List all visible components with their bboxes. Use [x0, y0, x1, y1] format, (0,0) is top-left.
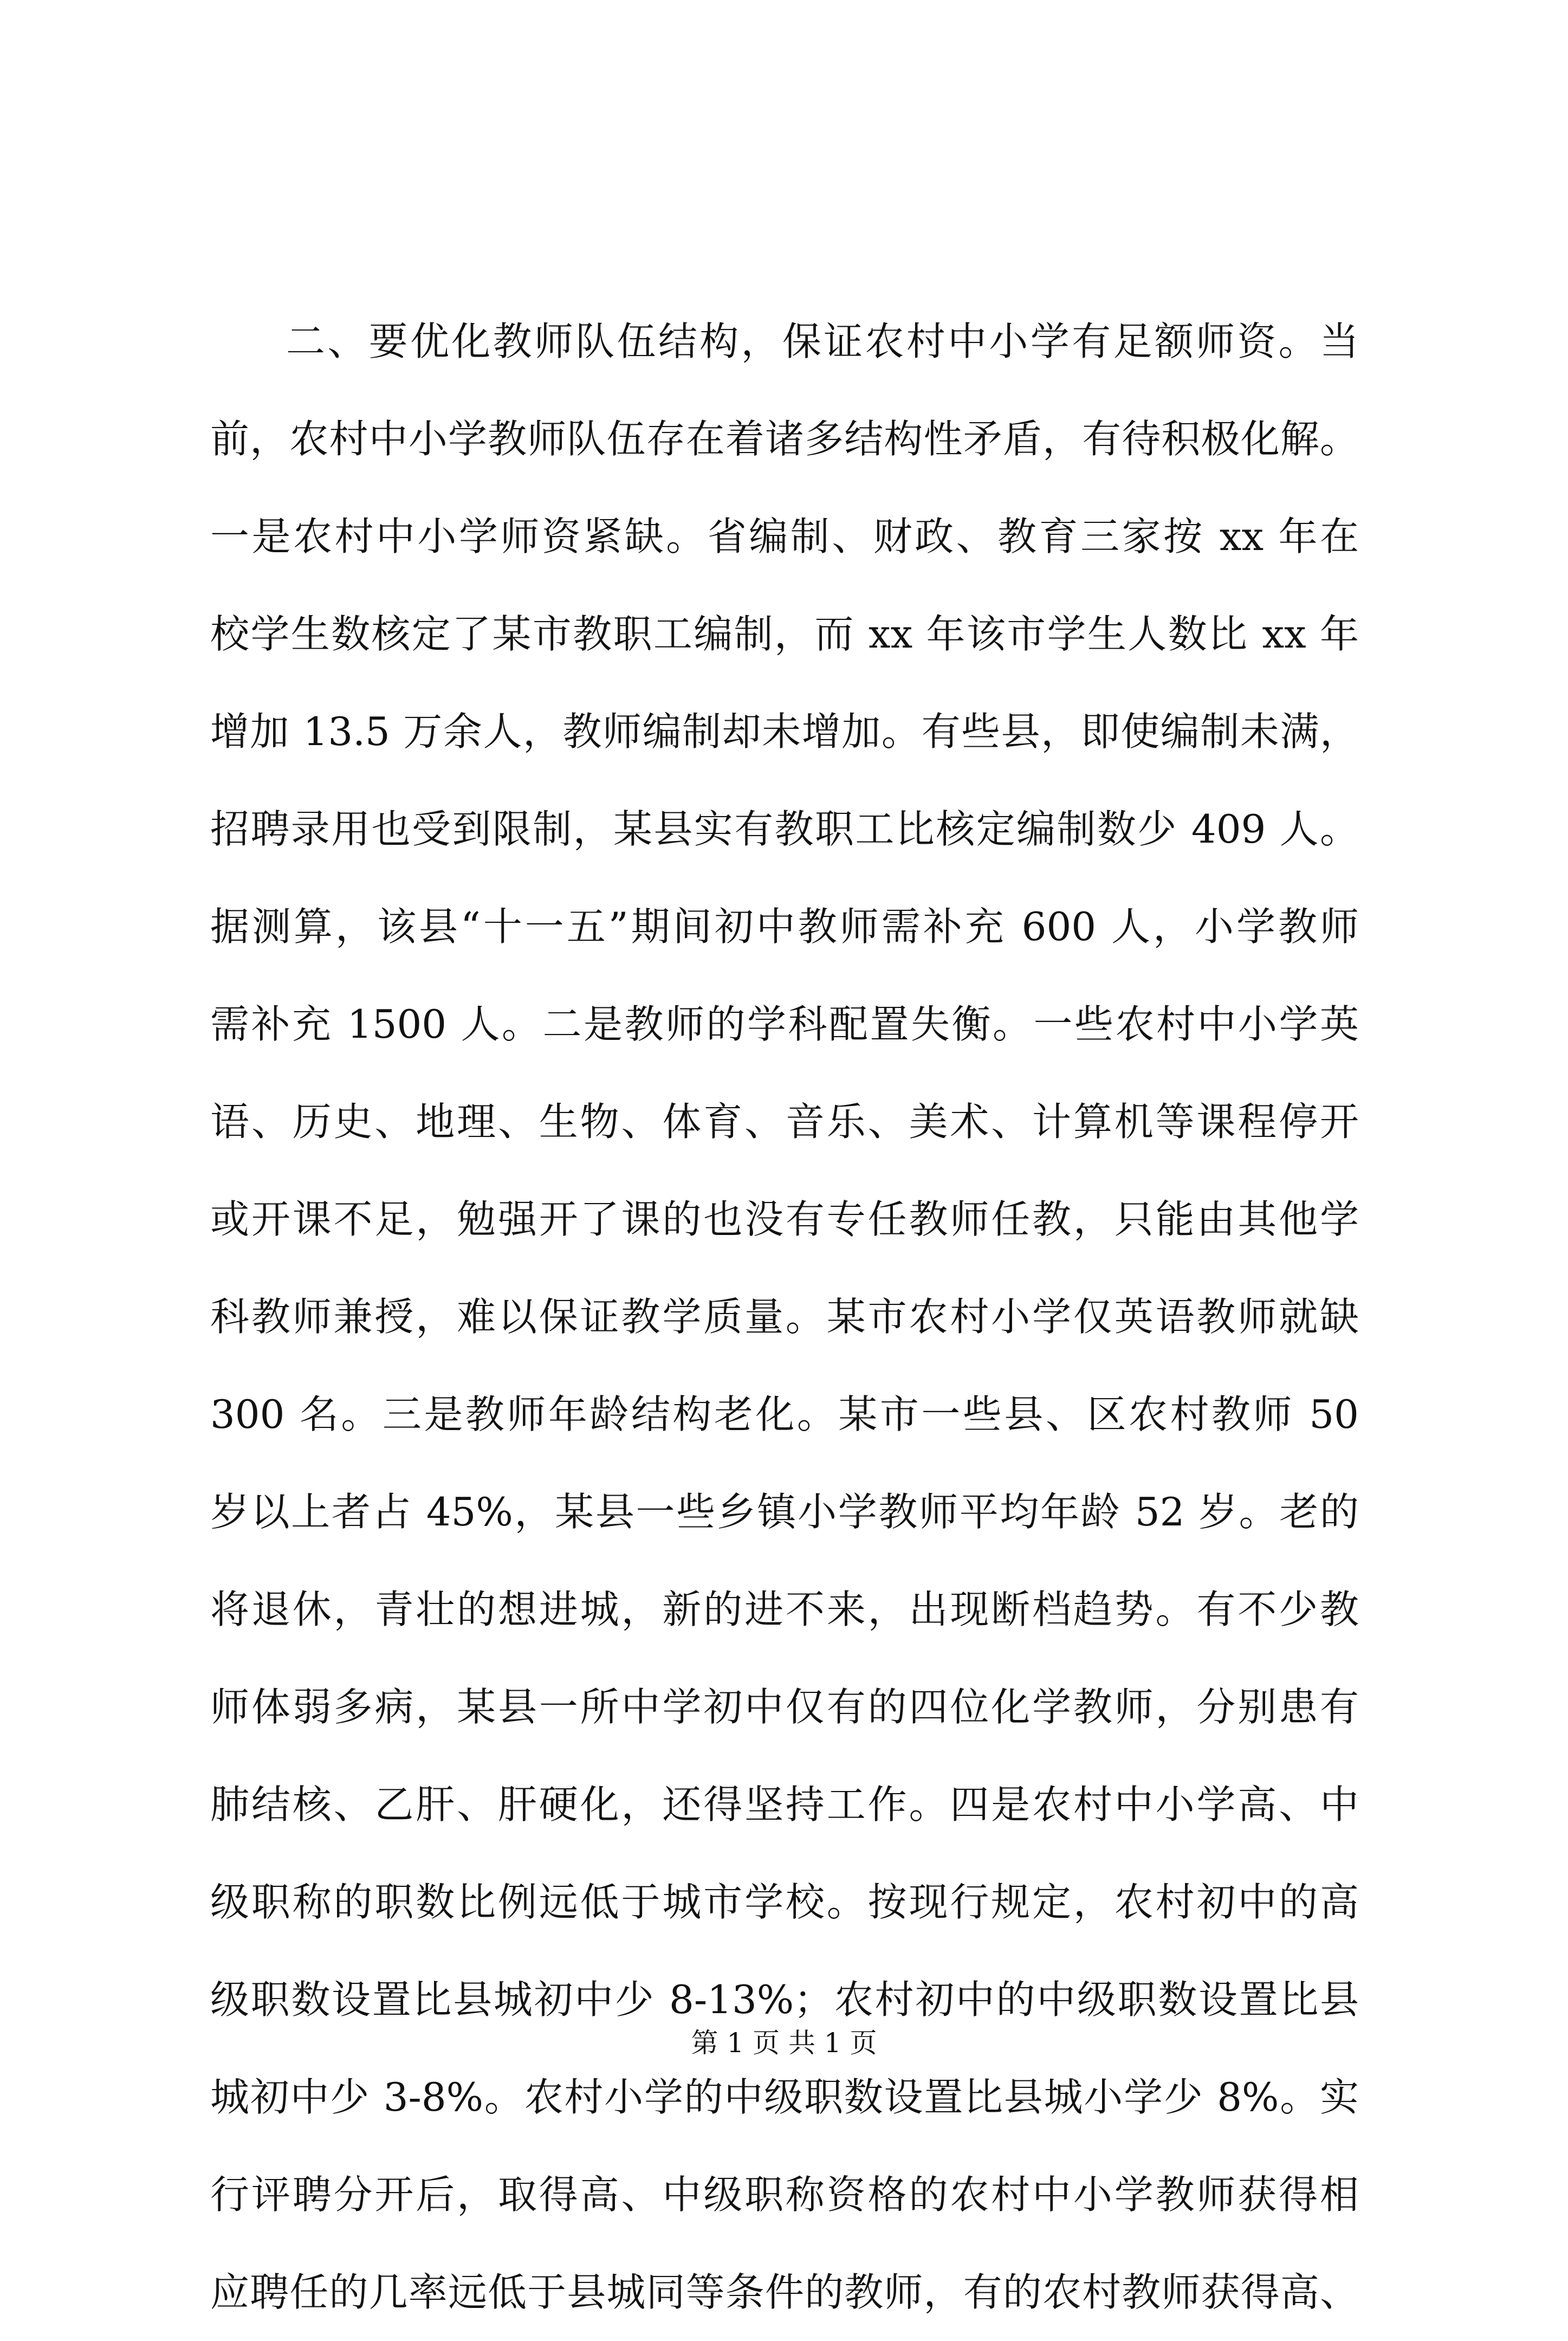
paragraph-line: 应聘任的几率远低于县城同等条件的教师，有的农村教师获得高、: [210, 2269, 1359, 2315]
paragraph-line: 或开课不足，勉强开了课的也没有专任教师任教，只能由其他学: [210, 1197, 1359, 1242]
paragraph-line: 招聘录用也受到限制，某县实有教职工比核定编制数少 409 人。: [210, 806, 1359, 852]
page-number-label: 第 1 页 共 1 页: [691, 2027, 877, 2059]
paragraph-line: 据测算，该县“十一五”期间初中教师需补充 600 人，小学教师: [210, 904, 1359, 949]
paragraph-line: 科教师兼授，难以保证教学质量。某市农村小学仅英语教师就缺: [210, 1294, 1359, 1340]
paragraph-line: 前，农村中小学教师队伍存在着诸多结构性矛盾，有待积极化解。: [210, 416, 1359, 462]
paragraph-line: 级职数设置比县城初中少 8-13%；农村初中的中级职数设置比县: [210, 1977, 1359, 2022]
paragraph-line: 城初中少 3-8%。农村小学的中级职数设置比县城小学少 8%。实: [210, 2074, 1359, 2120]
paragraph-line: 岁以上者占 45%，某县一些乡镇小学教师平均年龄 52 岁。老的: [210, 1489, 1359, 1535]
paragraph-line: 增加 13.5 万余人，教师编制却未增加。有些县，即使编制未满，: [210, 709, 1359, 754]
paragraph-line: 肺结核、乙肝、肝硬化，还得坚持工作。四是农村中小学高、中: [210, 1782, 1359, 1827]
paragraph-line: 一是农村中小学师资紧缺。省编制、财政、教育三家按 xx 年在: [210, 514, 1359, 559]
paragraph-line: 级职称的职数比例远低于城市学校。按现行规定，农村初中的高: [210, 1879, 1359, 1925]
paragraph-line: 校学生数核定了某市教职工编制，而 xx 年该市学生人数比 xx 年: [210, 611, 1359, 657]
paragraph-line: 二、要优化教师队伍结构，保证农村中小学有足额师资。当: [286, 319, 1359, 364]
paragraph-line: 需补充 1500 人。二是教师的学科配置失衡。一些农村中小学英: [210, 1001, 1359, 1047]
paragraph-line: 行评聘分开后，取得高、中级职称资格的农村中小学教师获得相: [210, 2172, 1359, 2217]
paragraph-line: 师体弱多病，某县一所中学初中仅有的四位化学教师，分别患有: [210, 1684, 1359, 1730]
paragraph-line: 300 名。三是教师年龄结构老化。某市一些县、区农村教师 50: [210, 1392, 1359, 1437]
page-footer: [0, 2021, 1568, 2065]
paragraph-line: 将退休，青壮的想进城，新的进不来，出现断档趋势。有不少教: [210, 1587, 1359, 1632]
paragraph-line: 语、历史、地理、生物、体育、音乐、美术、计算机等课程停开: [210, 1099, 1359, 1144]
